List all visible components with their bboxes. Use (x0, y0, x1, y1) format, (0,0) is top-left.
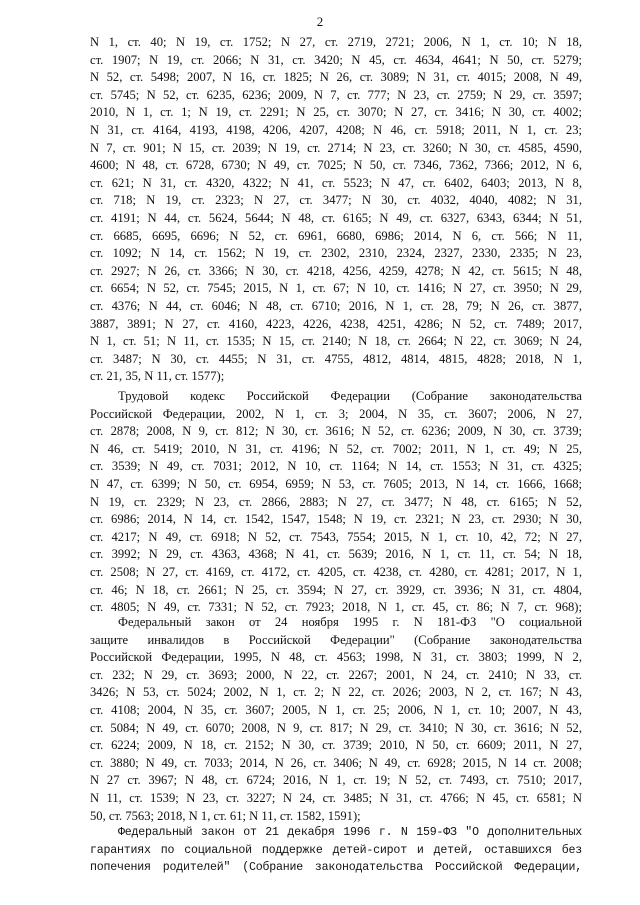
text-line: ст. 5745; N 52, ст. 6235, 6236; 2009, N 7, ст. 777; N 23, ст. 2759; N 29, ст. 3597; (90, 87, 582, 102)
text-line: ст. 3992; N 29, ст. 4363, 4368; N 41, ст. 5639; 2016, N 1, ст. 11, ст. 54; N 18, (90, 547, 582, 562)
text-line: N 31, ст. 4164, 4193, 4198, 4206, 4207, 4208; N 46, ст. 5918; 2011, N 1, ст. 23; (90, 122, 582, 137)
text-line: 4600; N 48, ст. 6728, 6730; N 49, ст. 7025; N 50, ст. 7346, 7362, 7366; 2012, N 6, (90, 158, 582, 173)
text-line: N 47, ст. 6399; N 50, ст. 6954, 6959; N 53, ст. 7605; 2013, N 14, ст. 1666, 1668; (90, 476, 582, 491)
text-line: ст. 2508; N 27, ст. 4169, ст. 4172, ст. 4205, ст. 4238, ст. 4280, ст. 4281; 2017, N 1, (90, 564, 582, 579)
text-line: N 19, ст. 2329; N 23, ст. 2866, 2883; N 27, ст. 3477; N 48, ст. 6165; N 52, (90, 494, 582, 509)
text-line: ст. 4217; N 49, ст. 6918; N 52, ст. 7543, 7554; 2015, N 1, ст. 10, 42, 72; N 27, (90, 529, 582, 544)
text-line: ст. 6224; 2009, N 18, ст. 2152; N 30, ст. 3739; 2010, N 50, ст. 6609; 2011, N 27, (90, 738, 582, 753)
text-line: ст. 2927; N 26, ст. 3366; N 30, ст. 4218, 4256, 4259, 4278; N 42, ст. 5615; N 48, (90, 263, 582, 278)
text-line: Российской Федерации, 1995, N 48, ст. 4563; 1998, N 31, ст. 3803; 1999, N 2, (90, 650, 582, 665)
text-line: N 1, ст. 51; N 11, ст. 1535; N 15, ст. 2140; N 18, ст. 2664; N 22, ст. 3069; N 24, (90, 334, 582, 349)
text-line: ст. 21, 35, N 11, ст. 1577); (90, 369, 225, 384)
text-line: N 27 ст. 3967; N 48, ст. 6724; 2016, N 1, ст. 19; N 52, ст. 7493, ст. 7510; 2017, (90, 773, 582, 788)
text-line: 50, ст. 7563; 2018, N 1, ст. 61; N 11, ст. 1582, 1591); (90, 808, 361, 823)
text-line: ст. 2878; 2008, N 9, ст. 812; N 30, ст. 3616; N 52, ст. 6236; 2009, N 30, ст. 3739; (90, 424, 582, 439)
text-line: ст. 1092; N 14, ст. 1562; N 19, ст. 2302, 2310, 2324, 2327, 2330, 2335; N 23, (90, 246, 582, 261)
text-line: 3426; N 53, ст. 5024; 2002, N 1, ст. 2; N 22, ст. 2026; 2003, N 2, ст. 167; N 43, (90, 685, 582, 700)
text-line: попечения родителей" (Собрание законодательства Российской Федерации, (90, 861, 582, 875)
text-line: защите инвалидов в Российской Федерации" (Собрание законодательства (90, 632, 582, 647)
text-line: ст. 3487; N 30, ст. 4455; N 31, ст. 4755, 4812, 4814, 4815, 4828; 2018, N 1, (90, 351, 582, 366)
text-line: ст. 3880; N 49, ст. 7033; 2014, N 26, ст. 3406; N 49, ст. 6928; 2015, N 14 ст. 2008; (90, 755, 582, 770)
text-line: ст. 718; N 19, ст. 2323; N 27, ст. 3477; N 30, ст. 4032, 4040, 4082; N 31, (90, 193, 582, 208)
text-line: Российской Федерации, 2002, N 1, ст. 3; 2004, N 35, ст. 3607; 2006, N 27, (90, 406, 582, 421)
text-line: N 7, ст. 901; N 15, ст. 2039; N 19, ст. 2714; N 23, ст. 3260; N 30, ст. 4585, 4590, (90, 140, 582, 155)
text-line: ст. 5084; N 49, ст. 6070; 2008, N 9, ст. 817; N 29, ст. 3410; N 30, ст. 3616; N 52, (90, 720, 582, 735)
text-line: ст. 4191; N 44, ст. 5624, 5644; N 48, ст. 6165; N 49, ст. 6327, 6343, 6344; N 51, (90, 210, 582, 225)
text-line: ст. 4376; N 44, ст. 6046; N 48, ст. 6710; 2016, N 1, ст. 28, 79; N 26, ст. 3877, (90, 298, 582, 313)
page-number: 2 (316, 14, 324, 29)
text-line: 3887, 3891; N 27, ст. 4160, 4223, 4226, 4238, 4251, 4286; N 52, ст. 7489; 2017, (90, 316, 582, 331)
text-line: 2010, N 1, ст. 1; N 19, ст. 2291; N 25, ст. 3070; N 27, ст. 3416; N 30, ст. 4002; (90, 105, 582, 120)
text-line: ст. 621; N 31, ст. 4320, 4322; N 41, ст. 5523; N 47, ст. 6402, 6403; 2013, N 8, (90, 175, 582, 190)
paragraph-law-181 (90, 614, 582, 825)
text-line: N 1, ст. 40; N 19, ст. 1752; N 27, ст. 2719, 2721; 2006, N 1, ст. 10; N 18, (90, 35, 582, 49)
text-line: ст. 1907; N 19, ст. 2066; N 31, ст. 3420; N 45, ст. 4634, 4641; N 50, ст. 5279; (90, 52, 582, 67)
text-line: ст. 3539; N 49, ст. 7031; 2012, N 10, ст. 1164; N 14, ст. 1553; N 31, ст. 4325; (90, 459, 582, 474)
text-line: Трудовой кодекс Российской Федерации (Собрание законодательства (118, 389, 582, 403)
text-line: ст. 6685, 6695, 6696; N 52, ст. 6961, 6680, 6986; 2014, N 6, ст. 566; N 11, (90, 228, 582, 243)
text-line: Федеральный закон от 21 декабря 1996 г. N 159-ФЗ "О дополнительных (118, 826, 582, 839)
text-line: ст. 4805; N 49, ст. 7331; N 52, ст. 7923; 2018, N 1, ст. 45, ст. 86; N 7, ст. 968); (90, 600, 582, 615)
text-line: Федеральный закон от 24 ноября 1995 г. N 181-ФЗ "О социальной (118, 615, 582, 629)
paragraph-law-159 (90, 824, 582, 877)
paragraph-references-continued (90, 34, 582, 386)
text-line: ст. 6986; 2014, N 14, ст. 1542, 1547, 1548; N 19, ст. 2321; N 23, ст. 2930; N 30, (90, 512, 582, 527)
text-line: N 11, ст. 1539; N 23, ст. 3227; N 24, ст. 3485; N 31, ст. 4766; N 45, ст. 6581; N (90, 790, 582, 805)
text-line: ст. 46; N 18, ст. 2661; N 25, ст. 3594; N 27, ст. 3929, ст. 3936; N 31, ст. 4804, (90, 582, 582, 597)
text-line: N 46, ст. 5419; 2010, N 31, ст. 4196; N 52, ст. 7002; 2011, N 1, ст. 49; N 25, (90, 441, 582, 456)
text-line: гарантиях по социальной поддержке детей-сирот и детей, оставшихся без (90, 843, 582, 857)
text-line: ст. 232; N 29, ст. 3693; 2000, N 22, ст. 2267; 2001, N 24, ст. 2410; N 33, ст. (90, 667, 582, 682)
text-line: N 52, ст. 5498; 2007, N 16, ст. 1825; N 26, ст. 3089; N 31, ст. 4015; 2008, N 49, (90, 70, 582, 85)
text-line: ст. 4108; 2004, N 35, ст. 3607; 2005, N 1, ст. 25; 2006, N 1, ст. 10; 2007, N 43, (90, 702, 582, 717)
text-line: ст. 6654; N 52, ст. 7545; 2015, N 1, ст. 67; N 10, ст. 1416; N 27, ст. 3950; N 29, (90, 281, 582, 296)
paragraph-labor-code (90, 388, 582, 617)
